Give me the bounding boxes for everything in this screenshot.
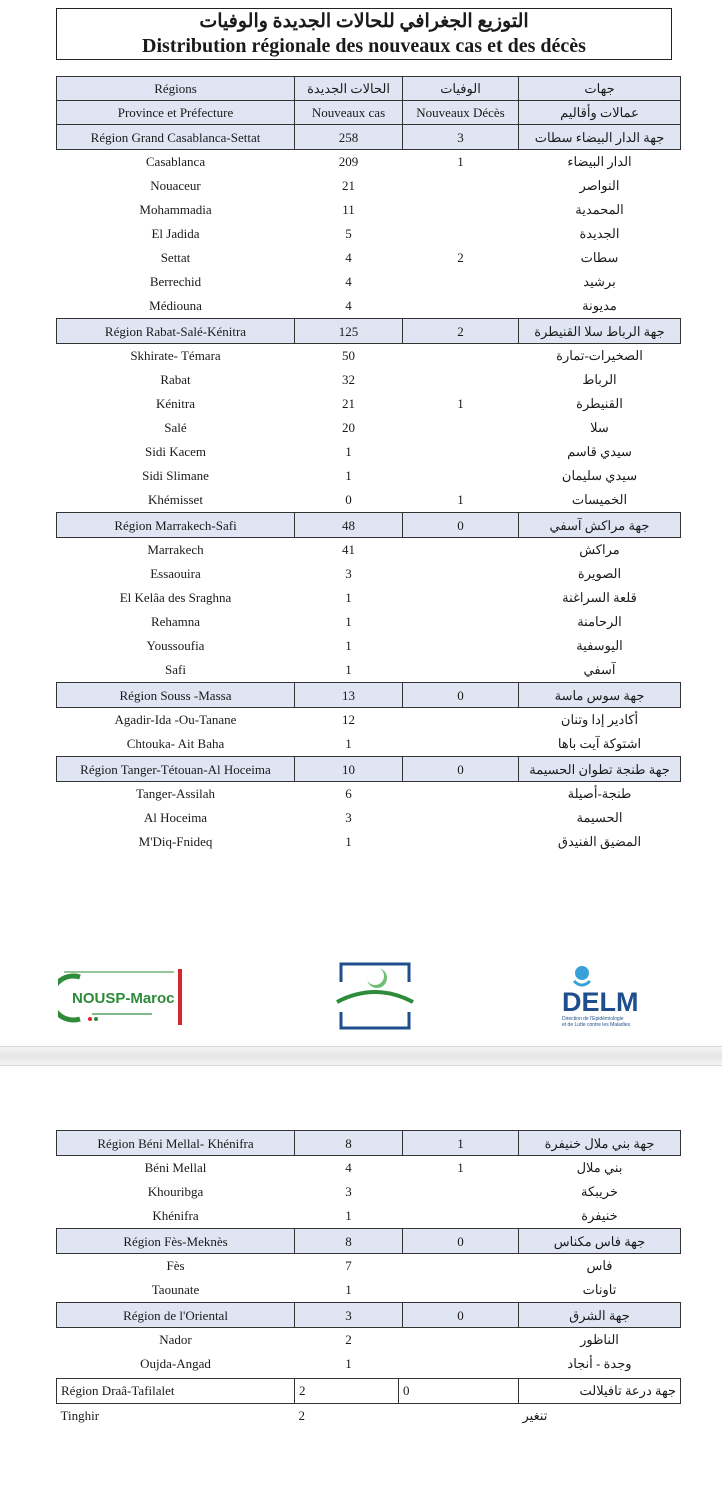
province-name-ar: طنجة-أصيلة (567, 786, 632, 801)
table-row (57, 562, 681, 586)
table-row (57, 416, 681, 440)
province-name-ar: برشيد (583, 274, 616, 289)
delm-logo-text: DELM (562, 987, 639, 1017)
province-deaths (403, 658, 519, 683)
province-name: Al Hoceima (143, 810, 208, 825)
province-cases: 1 (345, 1356, 352, 1371)
region-cases: 125 (295, 319, 403, 344)
province-deaths (403, 344, 519, 369)
table-row (57, 1328, 681, 1353)
delm-subtitle-2: et de Lutte contre les Maladies (562, 1022, 631, 1028)
province-name: Khénifra (152, 1208, 199, 1223)
province-name-ar: الرحامنة (577, 614, 622, 629)
region-deaths: 0 (403, 513, 519, 538)
province-deaths (403, 708, 519, 733)
province-name: Sidi Kacem (144, 444, 206, 459)
region-name-ar: جهة بني ملال خنيفرة (519, 1131, 681, 1156)
province-cases: 4 (345, 274, 352, 289)
province-name-ar: الجديدة (579, 226, 620, 241)
region-name: Région Grand Casablanca-Settat (57, 125, 295, 150)
province-deaths (403, 830, 519, 854)
province-deaths (403, 1254, 519, 1279)
province-deaths (403, 294, 519, 319)
region-cases: 8 (295, 1229, 403, 1254)
province-name-ar: سيدي سليمان (561, 468, 638, 483)
header-deaths-ar: الوفيات (403, 77, 519, 101)
region-name: Région Béni Mellal- Khénifra (57, 1131, 295, 1156)
region-row (57, 1303, 681, 1328)
province-cases: 1 (345, 834, 352, 849)
province-name: Kénitra (156, 396, 195, 411)
region-row (57, 513, 681, 538)
table-row (57, 198, 681, 222)
province-deaths (403, 1278, 519, 1303)
table-row (57, 1404, 681, 1429)
province-name: Rabat (160, 372, 191, 387)
province-cases: 4 (345, 250, 352, 265)
province-cases: 1 (345, 736, 352, 751)
province-cases: 4 (345, 1160, 352, 1175)
province-cases: 0 (345, 492, 352, 507)
nousp-logo-text: NOUSP-Maroc (72, 990, 175, 1007)
province-name-ar: مراكش (579, 542, 620, 557)
table-row (57, 464, 681, 488)
province-deaths (403, 1204, 519, 1229)
province-name: Marrakech (147, 542, 204, 557)
province-name: Khouribga (147, 1184, 204, 1199)
title-arabic: التوزيع الجغرافي للحالات الجديدة والوفيات (199, 11, 529, 32)
province-deaths (403, 270, 519, 294)
region-cases: 258 (295, 125, 403, 150)
province-deaths: 1 (457, 492, 464, 507)
table-row (57, 1254, 681, 1279)
region-deaths: 1 (403, 1131, 519, 1156)
region-name-ar: جهة مراكش آسفي (519, 513, 681, 538)
province-cases: 20 (342, 420, 355, 435)
header-cases-fr: Nouveaux cas (295, 101, 403, 125)
province-name: Sidi Slimane (142, 468, 209, 483)
header-row-2 (57, 101, 681, 125)
province-name-ar: النواصر (579, 178, 620, 193)
region-name-ar: جهة درعة تافيلالت (519, 1379, 681, 1404)
table-row (57, 634, 681, 658)
province-cases: 50 (342, 348, 355, 363)
region-deaths: 0 (403, 683, 519, 708)
province-name: Settat (160, 250, 191, 265)
province-name-ar: اليوسفية (576, 638, 623, 653)
province-cases: 4 (345, 298, 352, 313)
table-row (57, 150, 681, 175)
province-deaths: 1 (457, 396, 464, 411)
region-name-ar: جهة طنجة تطوان الحسيمة (519, 757, 681, 782)
province-name-ar: سيدي قاسم (567, 444, 632, 459)
table-row (57, 830, 681, 854)
province-name: Nouaceur (150, 178, 201, 193)
header-regions-ar: جهات (519, 77, 681, 101)
header-deaths-fr: Nouveaux Décès (403, 101, 519, 125)
province-deaths (403, 368, 519, 392)
table-row (57, 806, 681, 830)
header-regions-fr: Régions (57, 77, 295, 101)
province-deaths: 1 (457, 154, 464, 169)
province-deaths (403, 1328, 519, 1353)
region-row (57, 1131, 681, 1156)
province-cases: 1 (345, 1208, 352, 1223)
province-deaths (403, 222, 519, 246)
table-body (57, 125, 681, 855)
header-row-1 (57, 77, 681, 101)
province-deaths (403, 464, 519, 488)
region-row (57, 757, 681, 782)
province-deaths (403, 610, 519, 634)
region-deaths: 2 (403, 319, 519, 344)
province-deaths (403, 732, 519, 757)
province-name-ar: الرباط (582, 372, 617, 387)
delm-subtitle-1: Direction de l'Epidémiologie (562, 1016, 624, 1022)
ministry-logo (335, 960, 415, 1032)
province-name: Rehamna (150, 614, 201, 629)
table-row (57, 344, 681, 369)
province-deaths (403, 174, 519, 198)
province-name: Tanger-Assilah (136, 786, 215, 801)
province-name-ar: آسفي (583, 662, 616, 677)
province-name: Médiouna (149, 298, 202, 313)
province-cases: 3 (345, 810, 352, 825)
province-deaths (403, 806, 519, 830)
table-row (57, 782, 681, 807)
region-name-ar: جهة سوس ماسة (519, 683, 681, 708)
province-name-ar: سلا (590, 420, 609, 435)
province-name-ar: الحسيمة (576, 810, 623, 825)
province-name: Salé (164, 420, 187, 435)
province-name: Mohammadia (139, 202, 212, 217)
table-row (57, 1278, 681, 1303)
province-name-ar: سطات (580, 250, 619, 265)
province-name: Agadir-Ida -Ou-Tanane (114, 712, 237, 727)
region-cases: 48 (295, 513, 403, 538)
table-row (57, 658, 681, 683)
province-cases: 209 (338, 154, 359, 169)
province-name: Khémisset (148, 492, 203, 507)
region-cases: 10 (295, 757, 403, 782)
region-deaths: 0 (403, 757, 519, 782)
province-deaths (403, 538, 519, 563)
province-deaths: 2 (457, 250, 464, 265)
province-cases: 1 (345, 614, 352, 629)
province-name-ar: الصويرة (577, 566, 622, 581)
province-name-ar: قلعة السراغنة (562, 590, 637, 605)
region-deaths: 0 (403, 1229, 519, 1254)
province-cases: 7 (345, 1258, 352, 1273)
province-cases: 1 (345, 662, 352, 677)
province-name-ar: أكادير إدا وتنان (560, 712, 639, 727)
table-row (57, 610, 681, 634)
province-name: Chtouka- Ait Baha (126, 736, 225, 751)
region-name: Région de l'Oriental (57, 1303, 295, 1328)
table-row (57, 1156, 681, 1181)
province-cases: 1 (345, 638, 352, 653)
province-cases: 41 (342, 542, 355, 557)
province-deaths (403, 1352, 519, 1376)
province-deaths (403, 1180, 519, 1204)
region-name-ar: جهة الشرق (519, 1303, 681, 1328)
province-name-ar: بني ملال (576, 1160, 623, 1175)
logos-strip (0, 945, 722, 1035)
region-cases: 2 (295, 1379, 399, 1404)
region-row (57, 1379, 681, 1404)
region-name: Région Tanger-Tétouan-Al Hoceima (57, 757, 295, 782)
distribution-table (56, 76, 681, 854)
province-name-ar: الناظور (580, 1332, 619, 1347)
table-row (57, 1204, 681, 1229)
province-name: Tinghir (60, 1408, 100, 1423)
table-row (57, 270, 681, 294)
table-row (57, 1352, 681, 1376)
province-cases: 12 (342, 712, 355, 727)
table-row (57, 1180, 681, 1204)
province-name: Berrechid (149, 274, 202, 289)
region-name: Région Marrakech-Safi (57, 513, 295, 538)
region-row (57, 319, 681, 344)
province-name-ar: الدار البيضاء (567, 154, 632, 169)
region-name-ar: جهة فاس مكناس (519, 1229, 681, 1254)
region-name: Région Draâ-Tafilalet (57, 1379, 295, 1404)
province-deaths: 1 (457, 1160, 464, 1175)
region-name: Région Fès-Meknès (57, 1229, 295, 1254)
province-name-ar: الخميسات (571, 492, 628, 507)
table-body-continued (57, 1131, 681, 1377)
region-deaths: 0 (403, 1303, 519, 1328)
province-name-ar: اشتوكة آيت باها (557, 736, 642, 751)
province-name-ar: فاس (586, 1258, 613, 1273)
province-name-ar: وجدة - أنجاد (567, 1356, 632, 1371)
province-cases: 1 (345, 590, 352, 605)
nousp-logo (58, 967, 188, 1027)
table-row (57, 440, 681, 464)
region-row (57, 683, 681, 708)
province-deaths (399, 1404, 519, 1429)
province-cases: 6 (345, 786, 352, 801)
province-deaths (403, 586, 519, 610)
header-cases-ar: الحالات الجديدة (295, 77, 403, 101)
province-name-ar: المحمدية (575, 202, 624, 217)
title-box (56, 8, 672, 60)
table-row (57, 708, 681, 733)
province-cases: 11 (342, 202, 355, 217)
table-row (57, 392, 681, 416)
page-separator (0, 1046, 722, 1066)
province-cases: 1 (345, 1282, 352, 1297)
region-name-ar: جهة الرباط سلا القنيطرة (519, 319, 681, 344)
province-name-ar: تنغير (522, 1408, 548, 1423)
region-name: Région Rabat-Salé-Kénitra (57, 319, 295, 344)
table-row (57, 246, 681, 270)
province-cases: 2 (345, 1332, 352, 1347)
province-cases: 32 (342, 372, 355, 387)
province-name-ar: تاونات (582, 1282, 617, 1297)
province-name: El Kelâa des Sraghna (119, 590, 232, 605)
province-deaths (403, 198, 519, 222)
table-row (57, 586, 681, 610)
province-name-ar: القنيطرة (576, 396, 623, 411)
table-row (57, 368, 681, 392)
distribution-table-continued (56, 1130, 681, 1376)
province-cases: 2 (298, 1408, 305, 1423)
province-deaths (403, 440, 519, 464)
region-cases: 3 (295, 1303, 403, 1328)
province-name: Fès (166, 1258, 185, 1273)
header-province-ar: عمالات وأقاليم (519, 101, 681, 125)
region-cases: 8 (295, 1131, 403, 1156)
province-name: Oujda-Angad (140, 1356, 211, 1371)
province-cases: 5 (345, 226, 352, 241)
province-name-ar: مديونة (582, 298, 617, 313)
province-cases: 21 (342, 178, 355, 193)
province-name: Nador (159, 1332, 192, 1347)
province-cases: 21 (342, 396, 355, 411)
province-name-ar: الصخيرات-تمارة (556, 348, 643, 363)
province-name: Béni Mellal (144, 1160, 207, 1175)
region-row (57, 125, 681, 150)
province-name-ar: خنيفرة (581, 1208, 618, 1223)
table-row (57, 732, 681, 757)
province-name: Youssoufia (146, 638, 205, 653)
region-cases: 13 (295, 683, 403, 708)
table-row (57, 222, 681, 246)
province-name: El Jadida (151, 226, 200, 241)
table-row (57, 538, 681, 563)
draa-tafilalet-table (56, 1378, 681, 1428)
province-cases: 1 (345, 468, 352, 483)
delm-logo (560, 963, 655, 1029)
province-name: Essaouira (150, 566, 201, 581)
province-name: M'Diq-Fnideq (138, 834, 213, 849)
province-name-ar: خريبكة (581, 1184, 618, 1199)
region-row (57, 1229, 681, 1254)
region-name-ar: جهة الدار البيضاء سطات (519, 125, 681, 150)
province-name: Taounate (151, 1282, 200, 1297)
province-name: Safi (165, 662, 186, 677)
title-french: Distribution régionale des nouveaux cas et des décès (142, 35, 586, 57)
province-cases: 1 (345, 444, 352, 459)
table-row (57, 294, 681, 319)
province-deaths (403, 416, 519, 440)
region-deaths: 0 (399, 1379, 519, 1404)
province-cases: 3 (345, 1184, 352, 1199)
province-cases: 3 (345, 566, 352, 581)
province-deaths (403, 562, 519, 586)
region-deaths: 3 (403, 125, 519, 150)
province-name: Casablanca (145, 154, 206, 169)
table-row (57, 488, 681, 513)
header-province-fr: Province et Préfecture (57, 101, 295, 125)
province-name-ar: المضيق الفنيدق (557, 834, 642, 849)
province-name: Skhirate- Témara (130, 348, 221, 363)
province-deaths (403, 634, 519, 658)
province-deaths (403, 782, 519, 807)
region-name: Région Souss -Massa (57, 683, 295, 708)
table-row (57, 174, 681, 198)
